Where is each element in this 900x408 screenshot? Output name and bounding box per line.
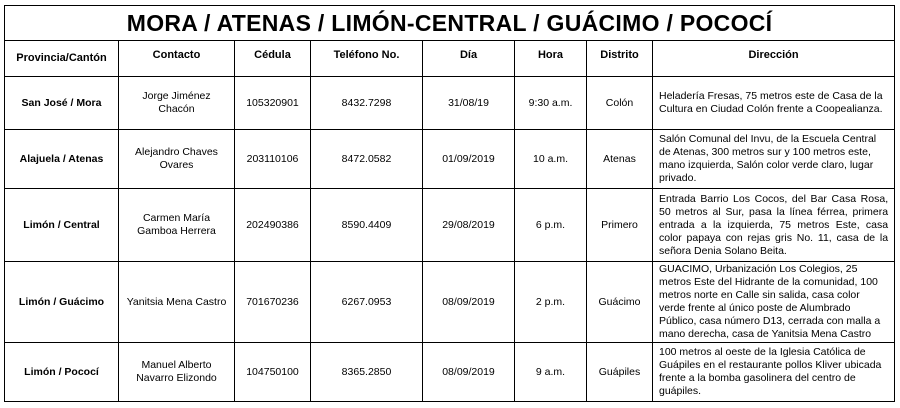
cell-hora: 9 a.m.	[515, 343, 587, 402]
cell-provincia: Limón / Central	[5, 189, 119, 262]
cell-distrito: Guácimo	[587, 262, 653, 343]
cell-direccion: 100 metros al oeste de la Iglesia Católica de Guápiles en el restaurante pollos Kliver ubicada frente a la bomba gasolinera del centro de guápiles.	[653, 343, 895, 402]
table-row	[5, 130, 895, 189]
cell-provincia: San José / Mora	[5, 77, 119, 130]
page-title: MORA / ATENAS / LIMÓN-CENTRAL / GUÁCIMO / POCOCÍ	[5, 6, 895, 41]
header-telefono: Teléfono No.	[311, 41, 423, 77]
schedule-table	[4, 5, 895, 402]
header-cedula: Cédula	[235, 41, 311, 77]
cell-provincia: Alajuela / Atenas	[5, 130, 119, 189]
cell-hora: 2 p.m.	[515, 262, 587, 343]
cell-hora: 10 a.m.	[515, 130, 587, 189]
cell-cedula: 203110106	[235, 130, 311, 189]
cell-telefono: 8590.4409	[311, 189, 423, 262]
cell-telefono: 8472.0582	[311, 130, 423, 189]
header-direccion: Dirección	[653, 41, 895, 77]
cell-dia: 01/09/2019	[423, 130, 515, 189]
cell-direccion: Entrada Barrio Los Cocos, del Bar Casa Rosa, 50 metros al Sur, pasa la línea férrea, primera entrada a la izquierda, 75 metros Este, casa color papaya con rejas gris No. 11, casa de la señora Denia Solano Beita.	[653, 189, 895, 262]
cell-dia: 08/09/2019	[423, 262, 515, 343]
header-contacto: Contacto	[119, 41, 235, 77]
cell-contacto: Jorge Jiménez Chacón	[119, 77, 235, 130]
schedule-sheet	[4, 5, 894, 403]
table-row	[5, 77, 895, 130]
cell-cedula: 105320901	[235, 77, 311, 130]
cell-direccion: GUACIMO, Urbanización Los Colegios, 25 metros Este del Hidrante de la comunidad, 100 metros norte en Calle sin salida, casa color verde frente al único poste de Alumbrado Público, casa número D13, cerrada con malla a mano derecha, casa de Yanitsia Mena Castro	[653, 262, 895, 343]
header-row	[5, 41, 895, 77]
table-row	[5, 343, 895, 402]
cell-dia: 08/09/2019	[423, 343, 515, 402]
header-distrito: Distrito	[587, 41, 653, 77]
cell-contacto: Alejandro Chaves Ovares	[119, 130, 235, 189]
cell-direccion: Heladería Fresas, 75 metros este de Casa de la Cultura en Ciudad Colón frente a Coopealianza.	[653, 77, 895, 130]
cell-distrito: Primero	[587, 189, 653, 262]
cell-provincia: Limón / Pococí	[5, 343, 119, 402]
cell-telefono: 8432.7298	[311, 77, 423, 130]
cell-dia: 31/08/19	[423, 77, 515, 130]
cell-distrito: Atenas	[587, 130, 653, 189]
table-row	[5, 262, 895, 343]
header-hora: Hora	[515, 41, 587, 77]
cell-contacto: Manuel Alberto Navarro Elizondo	[119, 343, 235, 402]
cell-cedula: 104750100	[235, 343, 311, 402]
cell-telefono: 8365.2850	[311, 343, 423, 402]
cell-contacto: Carmen María Gamboa Herrera	[119, 189, 235, 262]
cell-distrito: Guápiles	[587, 343, 653, 402]
table-row	[5, 189, 895, 262]
cell-distrito: Colón	[587, 77, 653, 130]
header-dia: Día	[423, 41, 515, 77]
cell-cedula: 701670236	[235, 262, 311, 343]
cell-contacto: Yanitsia Mena Castro	[119, 262, 235, 343]
cell-dia: 29/08/2019	[423, 189, 515, 262]
cell-hora: 9:30 a.m.	[515, 77, 587, 130]
cell-direccion: Salón Comunal del Invu, de la Escuela Central de Atenas, 300 metros sur y 100 metros este, mano izquierda, Salón color verde claro, lugar privado.	[653, 130, 895, 189]
cell-telefono: 6267.0953	[311, 262, 423, 343]
header-provincia: Provincia/Cantón	[5, 41, 119, 77]
cell-provincia: Limón / Guácimo	[5, 262, 119, 343]
cell-hora: 6 p.m.	[515, 189, 587, 262]
cell-cedula: 202490386	[235, 189, 311, 262]
